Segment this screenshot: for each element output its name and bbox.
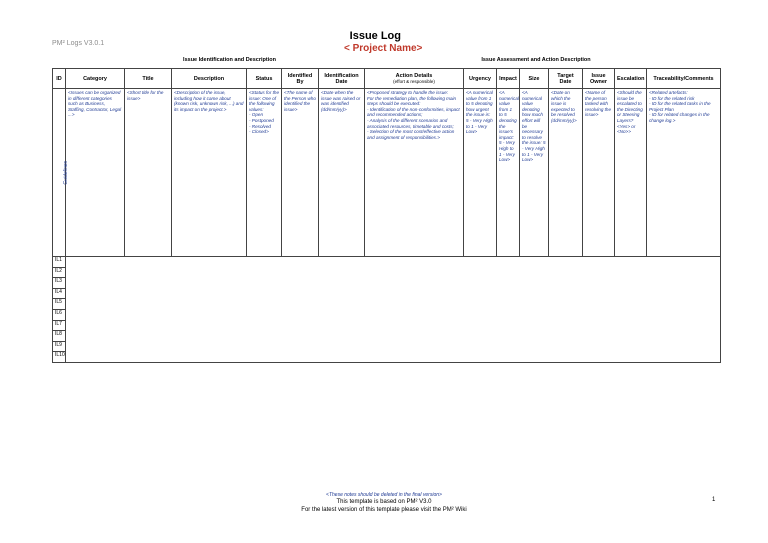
project-name: < Project Name>	[344, 43, 423, 54]
col-header-identified-by: Identified By	[282, 69, 319, 89]
guideline-title: <Short title for the issue>	[125, 89, 172, 257]
guideline-status: <Status for the issue: One of the following values: - Open - Postponed - Resolved - Closed>	[247, 89, 282, 257]
col-header-issue-owner: Issue Owner	[583, 69, 615, 89]
guideline-escalation: <Should the issue be escalated to the Directing or Steering Layers? <Yes> or <No>>	[615, 89, 647, 257]
guideline-target-date: <Date on which the issue is expected to be resolved (dd/mm/yy)>	[549, 89, 583, 257]
guideline-category: <Issues can be organized in different categories such as Business, Staffing, Contractor, Legal ...>	[66, 89, 125, 257]
guideline-urgency: <A numerical value from 1 to 5 denoting how urgent the issue is: 5 - Very High to 1 - Very Low>	[464, 89, 497, 257]
footer-line-1: This template is based on PM² V3.0	[336, 499, 432, 505]
issue-id: IL2	[53, 267, 66, 278]
header-row	[53, 69, 721, 89]
guideline-size: <A numerical value denoting how much effort will be necessary to resolve the issue: 5 - Very High to 1 - Very Low>	[520, 89, 549, 257]
col-header-identification-date: Identification Date	[319, 69, 365, 89]
col-header-impact: Impact	[497, 69, 520, 89]
col-header-category: Category	[66, 69, 125, 89]
document-title: Issue Log	[349, 30, 401, 42]
guideline-traceability: <Related artefacts: - ID for the related risk - ID for the related tasks in the Project Plan - ID for related changes in the change log.>	[647, 89, 721, 257]
guideline-impact: <A numerical value from 1 to 5 denoting the issue's impact: 5 - Very High to 1 - Very Low>	[497, 89, 520, 257]
issue-id: IL10	[53, 352, 66, 363]
guidelines-row	[53, 89, 721, 257]
col-header-urgency: Urgency	[464, 69, 497, 89]
issue-id: IL6	[53, 309, 66, 320]
issue-id: IL1	[53, 257, 66, 268]
footer-note: <These notes should be deleted in the final version>	[326, 492, 442, 498]
issue-entries-area[interactable]	[66, 257, 721, 363]
guideline-issue-owner: <Name of the person tasked with resolving the issue>	[583, 89, 615, 257]
col-header-escalation: Escalation	[615, 69, 647, 89]
issue-id: IL4	[53, 288, 66, 299]
issue-id: IL7	[53, 320, 66, 331]
table-row	[53, 257, 721, 268]
col-header-size: Size	[520, 69, 549, 89]
guideline-action-details: <Proposed strategy to handle the issue: For the remediation plan, the following main steps should be executed: - Identification of the non-conformities, impact and recommended actions; - Analysis of the different scenarios and associated resources, timetable and costs; - Selection of the most cost/effective action and assignment of responsibilities.>	[365, 89, 464, 257]
col-header-description: Description	[172, 69, 247, 89]
issue-id: IL5	[53, 299, 66, 310]
guideline-identification-date: <Date when the issue was raised or was identified (dd/mm/yy)>	[319, 89, 365, 257]
col-header-id: ID	[53, 69, 66, 89]
col-header-target-date: Target Date	[549, 69, 583, 89]
guideline-description: <Description of the issue, including how it came about (known risk, unknown risk, ...) and its impact on the project.>	[172, 89, 247, 257]
issue-id: IL8	[53, 331, 66, 342]
issue-id: IL9	[53, 341, 66, 352]
section-identification: Issue Identification and Description	[183, 57, 276, 63]
col-header-traceability: Traceability/Comments	[647, 69, 721, 89]
col-header-status: Status	[247, 69, 282, 89]
col-header-title: Title	[125, 69, 172, 89]
section-assessment: Issue Assessment and Action Description	[481, 57, 591, 63]
guideline-identified-by: <The name of the Person who identified the issue>	[282, 89, 319, 257]
logo-text: PM² Logs V3.0.1	[52, 40, 105, 47]
guidelines-label: Guidelines	[53, 89, 66, 257]
col-header-action-details: Action Details (effort & responsible)	[365, 69, 464, 89]
issue-log-table	[52, 68, 721, 363]
footer-line-2: For the latest version of this template please visit the PM² Wiki	[301, 507, 467, 513]
issue-id: IL3	[53, 278, 66, 289]
page-number: 1	[712, 497, 716, 503]
